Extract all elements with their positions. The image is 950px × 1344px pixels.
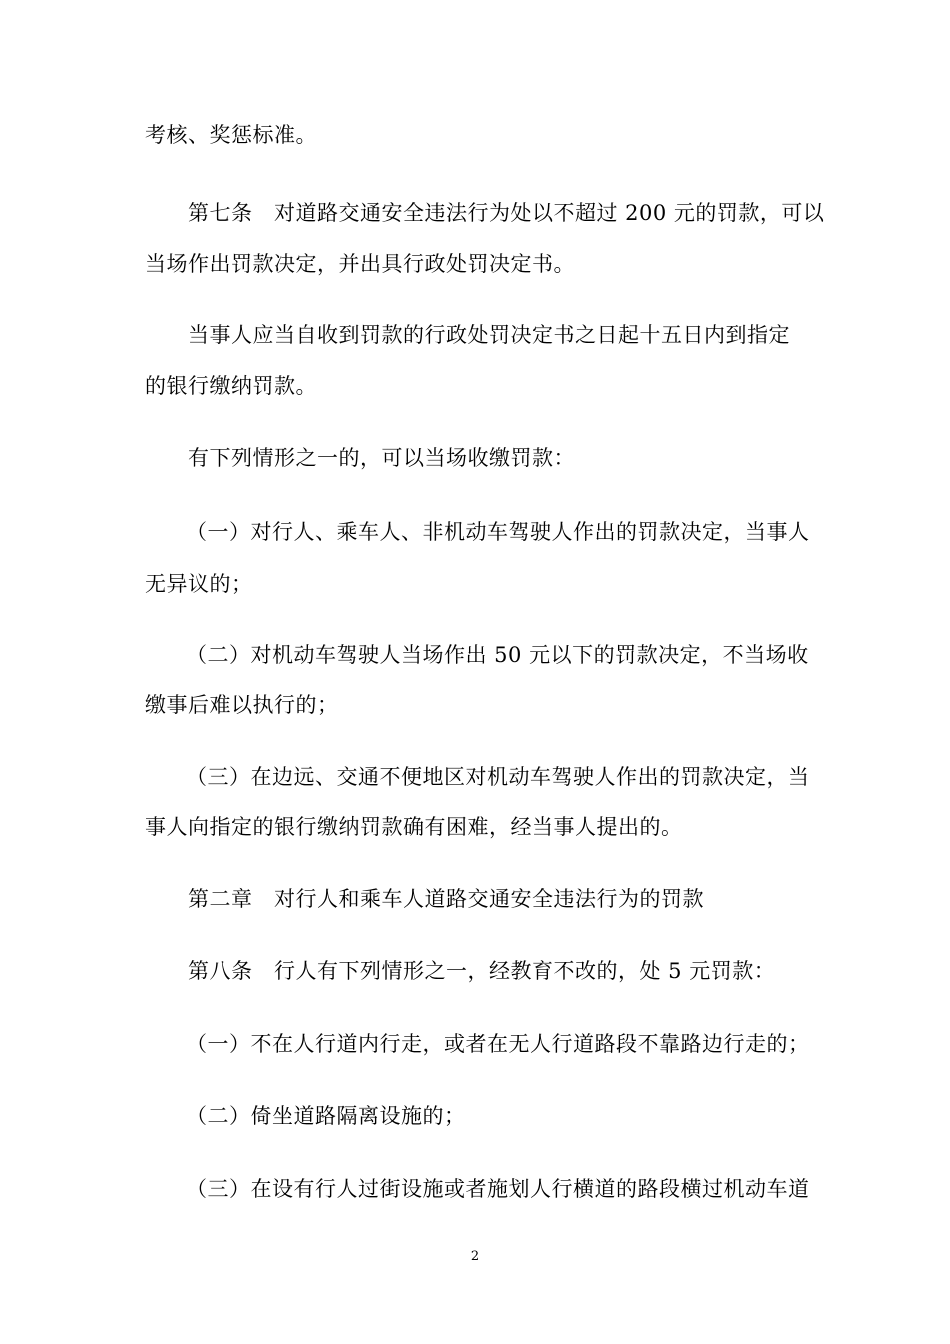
text-line-10: 缴事后难以执行的；	[145, 693, 339, 717]
text-line-12: 事人向指定的银行缴纳罚款确有困难，经当事人提出的。	[145, 815, 683, 839]
text-line-11: （三）在边远、交通不便地区对机动车驾驶人作出的罚款决定，当	[186, 765, 810, 789]
chapter-heading: 第二章 对行人和乘车人道路交通安全违法行为的罚款	[188, 887, 704, 911]
text-line-14: 第八条 行人有下列情形之一，经教育不改的，处 5 元罚款：	[188, 959, 776, 983]
text-line-5: 的银行缴纳罚款。	[145, 374, 317, 398]
text-line-16: （二）倚坐道路隔离设施的；	[186, 1104, 466, 1128]
page-number: 2	[470, 1249, 480, 1264]
text-line-3: 当场作出罚款决定，并出具行政处罚决定书。	[145, 252, 575, 276]
text-line-17: （三）在设有行人过街设施或者施划人行横道的路段横过机动车道	[186, 1177, 810, 1201]
text-line-7: （一）对行人、乘车人、非机动车驾驶人作出的罚款决定，当事人	[186, 520, 810, 544]
text-line-2: 第七条 对道路交通安全违法行为处以不超过 200 元的罚款，可以	[188, 201, 825, 225]
text-line-15: （一）不在人行道内行走，或者在无人行道路段不靠路边行走的；	[186, 1032, 810, 1056]
text-line-4: 当事人应当自收到罚款的行政处罚决定书之日起十五日内到指定	[188, 323, 790, 347]
text-line-1: 考核、奖惩标准。	[145, 123, 317, 147]
text-line-9: （二）对机动车驾驶人当场作出 50 元以下的罚款决定，不当场收	[186, 643, 809, 667]
text-line-8: 无异议的；	[145, 572, 253, 596]
text-line-6: 有下列情形之一的，可以当场收缴罚款：	[188, 446, 575, 470]
